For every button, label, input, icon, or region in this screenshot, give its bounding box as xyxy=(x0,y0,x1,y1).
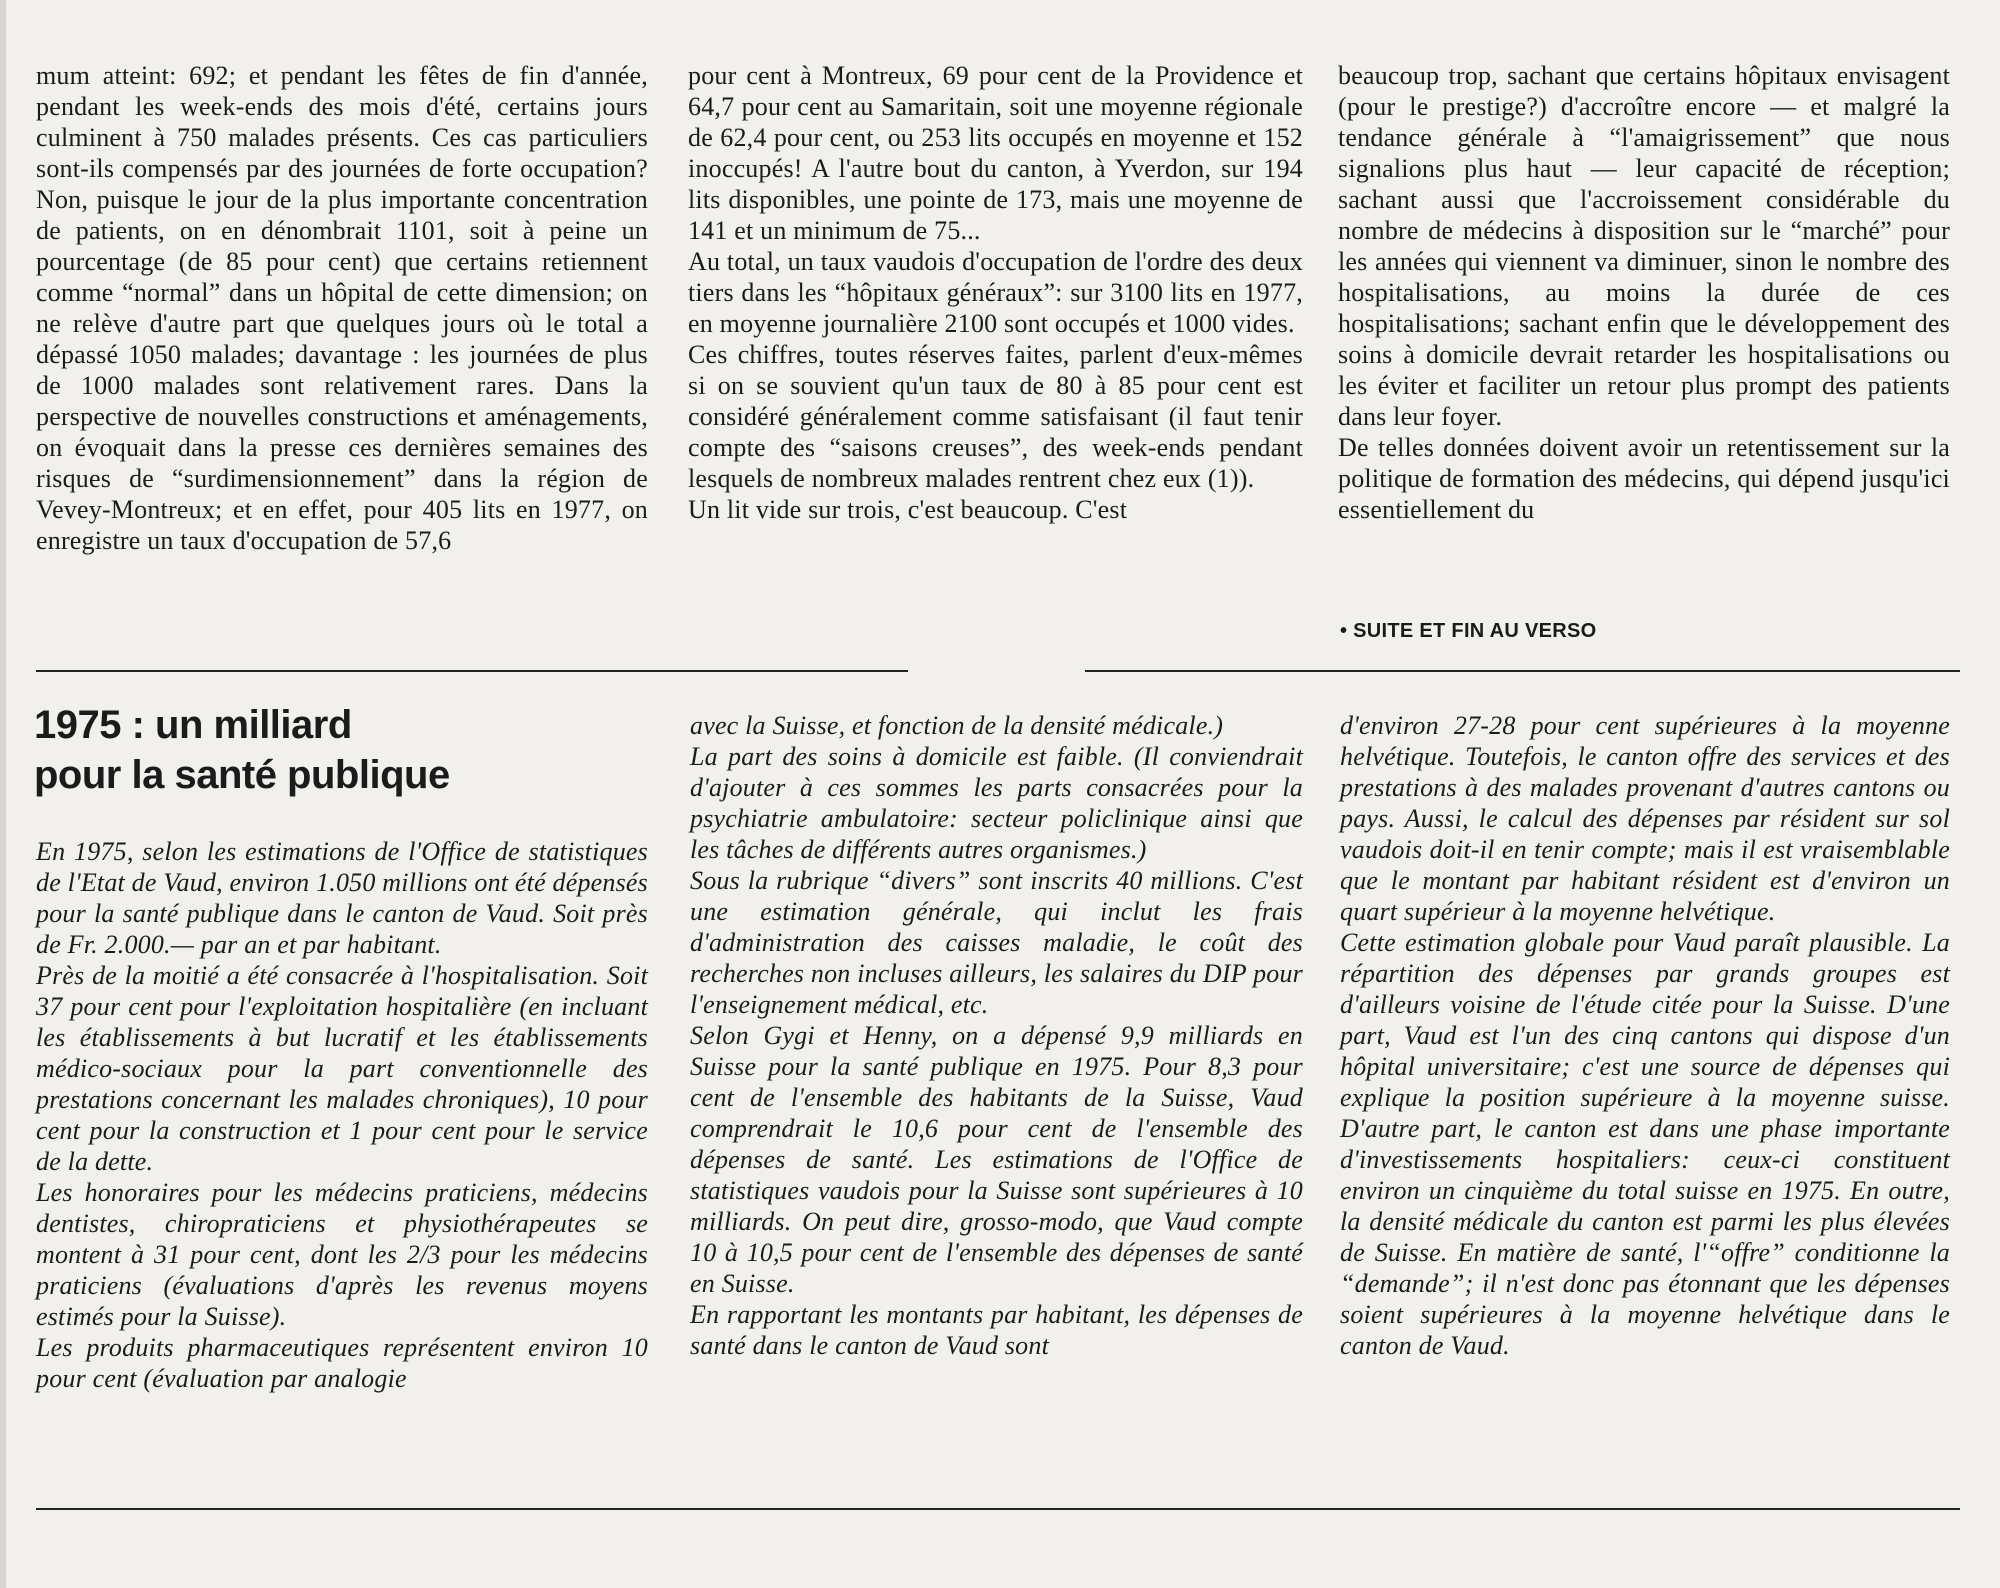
paragraph: Selon Gygi et Henny, on a dépensé 9,9 milliards en Suisse pour la santé publique en 1975. Pour 8,3 pour cent de l'ensemble des habitants de la Suisse, Vaud comprendrait le 10,6 pour cent de l'ensemble des dépenses de santé. Les estimations de l'Office de statistiques vaudois pour la Suisse sont supérieures à 10 milliards. On peut dire, grosso-modo, que Vaud compte 10 à 10,5 pour cent de l'ensemble des dépenses de santé en Suisse. xyxy=(690,1021,1303,1298)
top-column-3 xyxy=(1338,60,1950,525)
bottom-divider xyxy=(36,1508,1960,1510)
headline-line-2: pour la santé publique xyxy=(34,753,450,797)
paragraph: Les produits pharmaceutiques représentent environ 10 pour cent (évaluation par analogie xyxy=(36,1333,648,1393)
paragraph: Un lit vide sur trois, c'est beaucoup. C'est xyxy=(688,495,1128,524)
paragraph: De telles données doivent avoir un retentissement sur la politique de formation des médecins, qui dépend jusqu'ici essentiellement du xyxy=(1338,433,1950,524)
top-column-2 xyxy=(688,60,1303,525)
paragraph: Cette estimation globale pour Vaud paraît plausible. La répartition des dépenses par grands groupes est d'ailleurs voisine de l'étude citée pour la Suisse. D'une part, Vaud est l'un des cinq cantons qui dispose d'un hôpital universitaire; c'est une source de dépenses qui explique la position supérieure à la moyenne suisse. D'autre part, le canton est dans une phase importante d'investissements hospitaliers: ceux-ci constituent environ un cinquième du total suisse en 1975. En outre, la densité médicale du canton est parmi les plus élevées de Suisse. En matière de santé, l'“offre” conditionne la “demande”; il n'est donc pas étonnant que les dépenses soient supérieures à la moyenne helvétique dans le canton de Vaud. xyxy=(1340,928,1950,1360)
paragraph: pour cent à Montreux, 69 pour cent de la Providence et 64,7 pour cent au Samaritain, soit une moyenne régionale de 62,4 pour cent, ou 253 lits occupés en moyenne et 152 inoccupés! A l'autre bout du canton, à Yverdon, sur 194 lits disponibles, une pointe de 173, mais une moyenne de 141 et un minimum de 75... xyxy=(688,61,1303,245)
continued-notice: • SUITE ET FIN AU VERSO xyxy=(1340,620,1597,642)
section-divider-right xyxy=(1085,670,1960,672)
section-divider-left xyxy=(36,670,908,672)
paragraph: Sous la rubrique “divers” sont inscrits 40 millions. C'est une estimation générale, qui inclut les frais d'administration des caisses maladie, le coût des recherches non incluses ailleurs, les salaires du DIP pour l'enseignement médical, etc. xyxy=(690,866,1303,1019)
paragraph: La part des soins à domicile est faible. (Il conviendrait d'ajouter à ces sommes les parts consacrées pour la psychiatrie ambulatoire: secteur policlinique ainsi que les tâches de différents autres organismes.) xyxy=(690,742,1303,864)
paragraph: Les honoraires pour les médecins praticiens, médecins dentistes, chiropraticiens et physiothérapeutes se montent à 31 pour cent, dont les 2/3 pour les médecins praticiens (évaluations d'après les revenus moyens estimés pour la Suisse). xyxy=(36,1178,648,1331)
page-edge-shadow xyxy=(0,0,6,1588)
paragraph: En rapportant les montants par habitant, les dépenses de santé dans le canton de Vaud sont xyxy=(690,1300,1303,1360)
paragraph: En 1975, selon les estimations de l'Office de statistiques de l'Etat de Vaud, environ 1.050 millions ont été dépensés pour la santé publique dans le canton de Vaud. Soit près de Fr. 2.000.— par an et par habitant. xyxy=(36,837,648,959)
bottom-column-2 xyxy=(690,710,1303,1361)
top-column-1 xyxy=(36,60,648,556)
paragraph: Près de la moitié a été consacrée à l'hospitalisation. Soit 37 pour cent pour l'exploitation hospitalière (en incluant les établissements à but lucratif et les établissements médico-sociaux pour la part conventionnelle des prestations concernant les malades chroniques), 10 pour cent pour la construction et 1 pour cent pour le service de la dette. xyxy=(36,961,648,1176)
paragraph: beaucoup trop, sachant que certains hôpitaux envisagent (pour le prestige?) d'accroître encore — et malgré la tendance générale à “l'amaigrissement” que nous signalions plus haut — leur capacité de réception; sachant aussi que l'accroissement considérable du nombre de médecins à disposition sur le “marché” pour les années qui viennent va diminuer, sinon le nombre des hospitalisations, au moins la durée de ces hospitalisations; sachant enfin que le développement des soins à domicile devrait retarder les hospitalisations ou les éviter et faciliter un retour plus prompt des patients dans leur foyer. xyxy=(1338,61,1950,431)
article-headline xyxy=(34,700,634,800)
paragraph: d'environ 27-28 pour cent supérieures à la moyenne helvétique. Toutefois, le canton offre des services et des prestations à des malades provenant d'autres cantons ou pays. Aussi, le calcul des dépenses par résident sur sol vaudois doit-il en tenir compte; mais il est vraisemblable que le montant par habitant résident est d'environ un quart supérieur à la moyenne helvétique. xyxy=(1340,711,1950,926)
paragraph: Ces chiffres, toutes réserves faites, parlent d'eux-mêmes si on se souvient qu'un taux de 80 à 85 pour cent est considéré généralement comme satisfaisant (il faut tenir compte des “saisons creuses”, des week-ends pendant lesquels de nombreux malades rentrent chez eux (1)). xyxy=(688,340,1303,493)
paragraph: avec la Suisse, et fonction de la densité médicale.) xyxy=(690,711,1224,740)
paragraph: mum atteint: 692; et pendant les fêtes de fin d'année, pendant les week-ends des mois d'été, certains jours culminent à 750 malades présents. Ces cas particuliers sont-ils compensés par des journées de forte occupation? Non, puisque le jour de la plus importante concentration de patients, on en dénombrait 1101, soit à peine un pourcentage (de 85 pour cent) que certains retiennent comme “normal” dans un hôpital de cette dimension; on ne relève d'autre part que quelques jours où le total a dépassé 1050 malades; davantage : les journées de plus de 1000 malades sont relativement rares. Dans la perspective de nouvelles constructions et aménagements, on évoquait dans la presse ces dernières semaines des risques de “surdimensionnement” dans la région de Vevey-Montreux; et en effet, pour 405 lits en 1977, on enregistre un taux d'occupation de 57,6 xyxy=(36,61,648,555)
bottom-column-3 xyxy=(1340,710,1950,1361)
paragraph: Au total, un taux vaudois d'occupation de l'ordre des deux tiers dans les “hôpitaux généraux”: sur 3100 lits en 1977, en moyenne journalière 2100 sont occupés et 1000 vides. xyxy=(688,247,1303,338)
bottom-column-1 xyxy=(36,836,648,1394)
headline-line-1: 1975 : un milliard xyxy=(34,703,352,747)
